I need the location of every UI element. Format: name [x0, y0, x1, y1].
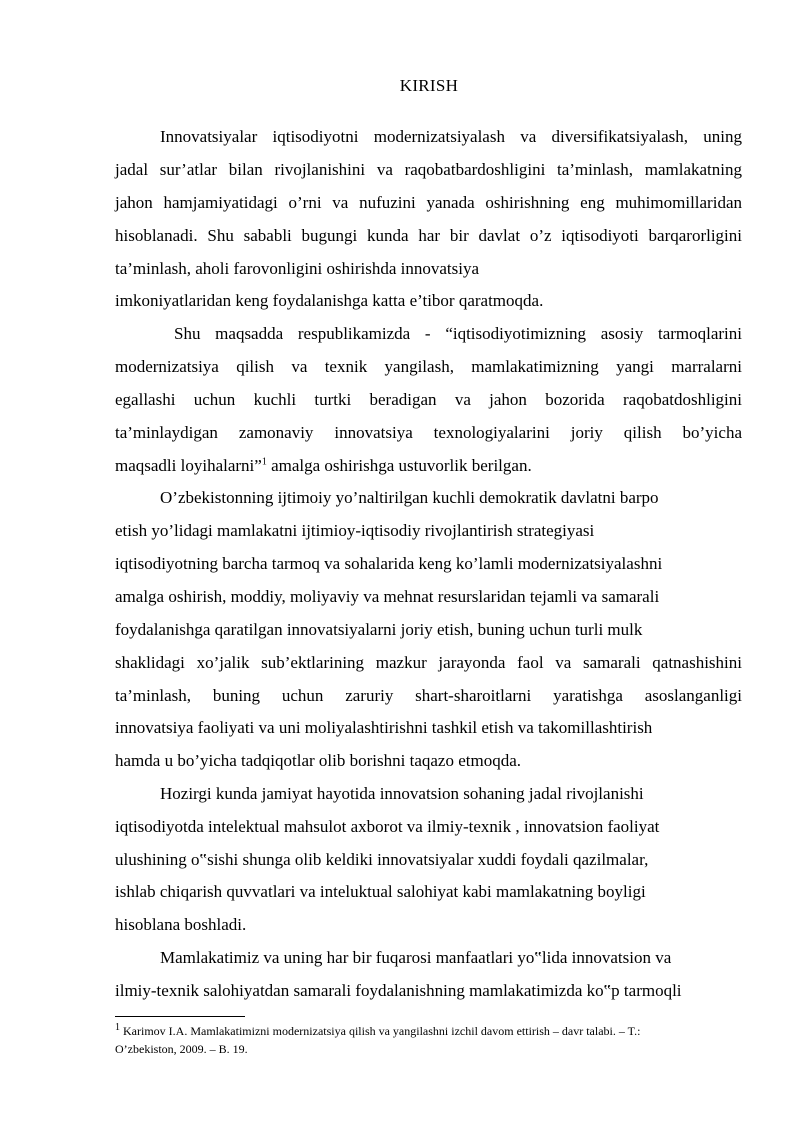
text-line: hisoblana boshladi. [115, 915, 247, 934]
text-line: ulushining o‟sishi shunga olib keldiki innovatsiyalar xuddi foydali qazilmalar, [115, 850, 649, 869]
text-line: ta’minlash, aholi farovonligini oshirishda innovatsiya [115, 259, 480, 278]
footnote-text: Karimov I.A. Mamlakatimizni modernizatsiya qilish va yangilashni izchil davom ettirish – davr talabi. – T.: [120, 1024, 641, 1038]
text-line [115, 455, 532, 477]
text-line: ilmiy-texnik salohiyatdan samarali foydalanishning mamlakatimizda ko‟p tarmoqli [115, 981, 682, 1000]
text-line: amalga oshirish, moddiy, moliyaviy va mehnat resurslaridan tejamli va samarali [115, 587, 660, 606]
text-line: shaklidagi xo’jalik sub’ektlarining mazkur jarayonda faol va samarali qatnashishini [115, 653, 742, 672]
footnote-continuation: O’zbekiston, 2009. – B. 19. [115, 1042, 248, 1056]
text-line: Shu maqsadda respublikamizda - “iqtisodiyotimizning asosiy tarmoqlarini [174, 324, 742, 343]
text-line: jadal sur’atlar bilan rivojlanishini va raqobatbardoshligini ta’minlash, mamlakatning [115, 160, 742, 179]
footnote [115, 1024, 742, 1039]
footnote-reference[interactable]: 1 [261, 456, 267, 468]
text-line: Mamlakatimiz va uning har bir fuqarosi manfaatlari yo‟lida innovatsion va [160, 948, 672, 967]
text-line: foydalanishga qaratilgan innovatsiyalarni joriy etish, buning uchun turli mulk [115, 620, 643, 639]
text-line: iqtisodiyotning barcha tarmoq va sohalarida keng ko’lamli modernizatsiyalashni [115, 554, 663, 573]
text-line: jahon hamjamiyatidagi o’rni va nufuzini yanada oshirishning eng muhimomillaridan [115, 193, 742, 212]
footnote-marker: 1 [115, 1022, 120, 1033]
text-line: Innovatsiyalar iqtisodiyotni modernizatsiyalash va diversifikatsiyalash, uning [160, 127, 742, 146]
text-line: hisoblanadi. Shu sababli bugungi kunda har bir davlat o’z iqtisodiyoti barqarorligini [115, 226, 742, 245]
text-line: innovatsiya faoliyati va uni moliyalashtirishni tashkil etish va takomillashtirish [115, 718, 653, 737]
text-line: Hozirgi kunda jamiyat hayotida innovatsion sohaning jadal rivojlanishi [160, 784, 644, 803]
footnote-separator [115, 1016, 245, 1017]
text-line: ta’minlaydigan zamonaviy innovatsiya texnologiyalarini joriy qilish bo’yicha [115, 423, 742, 442]
text-line: hamda u bo’yicha tadqiqotlar olib borishni taqazo etmoqda. [115, 751, 521, 770]
text-line: etish yo’lidagi mamlakatni ijtimioy-iqtisodiy rivojlantirish strategiyasi [115, 521, 595, 540]
text-line-head: maqsadli loyihalarni” [115, 456, 262, 475]
text-line: modernizatsiya qilish va texnik yangilash, mamlakatimizning yangi marralarni [115, 357, 742, 376]
text-line: ishlab chiqarish quvvatlari va inteluktual salohiyat kabi mamlakatning boyligi [115, 882, 646, 901]
text-line: egallashi uchun kuchli turtki beradigan va jahon bozorida raqobatdoshligini [115, 390, 742, 409]
text-line-tail: amalga oshirishga ustuvorlik berilgan. [266, 456, 532, 475]
page-title: KIRISH [399, 76, 459, 95]
text-line: O’zbekistonning ijtimoiy yo’naltirilgan kuchli demokratik davlatni barpo [160, 488, 659, 507]
text-line: ta’minlash, buning uchun zaruriy shart-sharoitlarni yaratishga asoslanganligi [115, 686, 742, 705]
text-line: iqtisodiyotda intelektual mahsulot axborot va ilmiy-texnik , innovatsion faoliyat [115, 817, 660, 836]
text-line: imkoniyatlaridan keng foydalanishga katta e’tibor qaratmoqda. [115, 291, 544, 310]
